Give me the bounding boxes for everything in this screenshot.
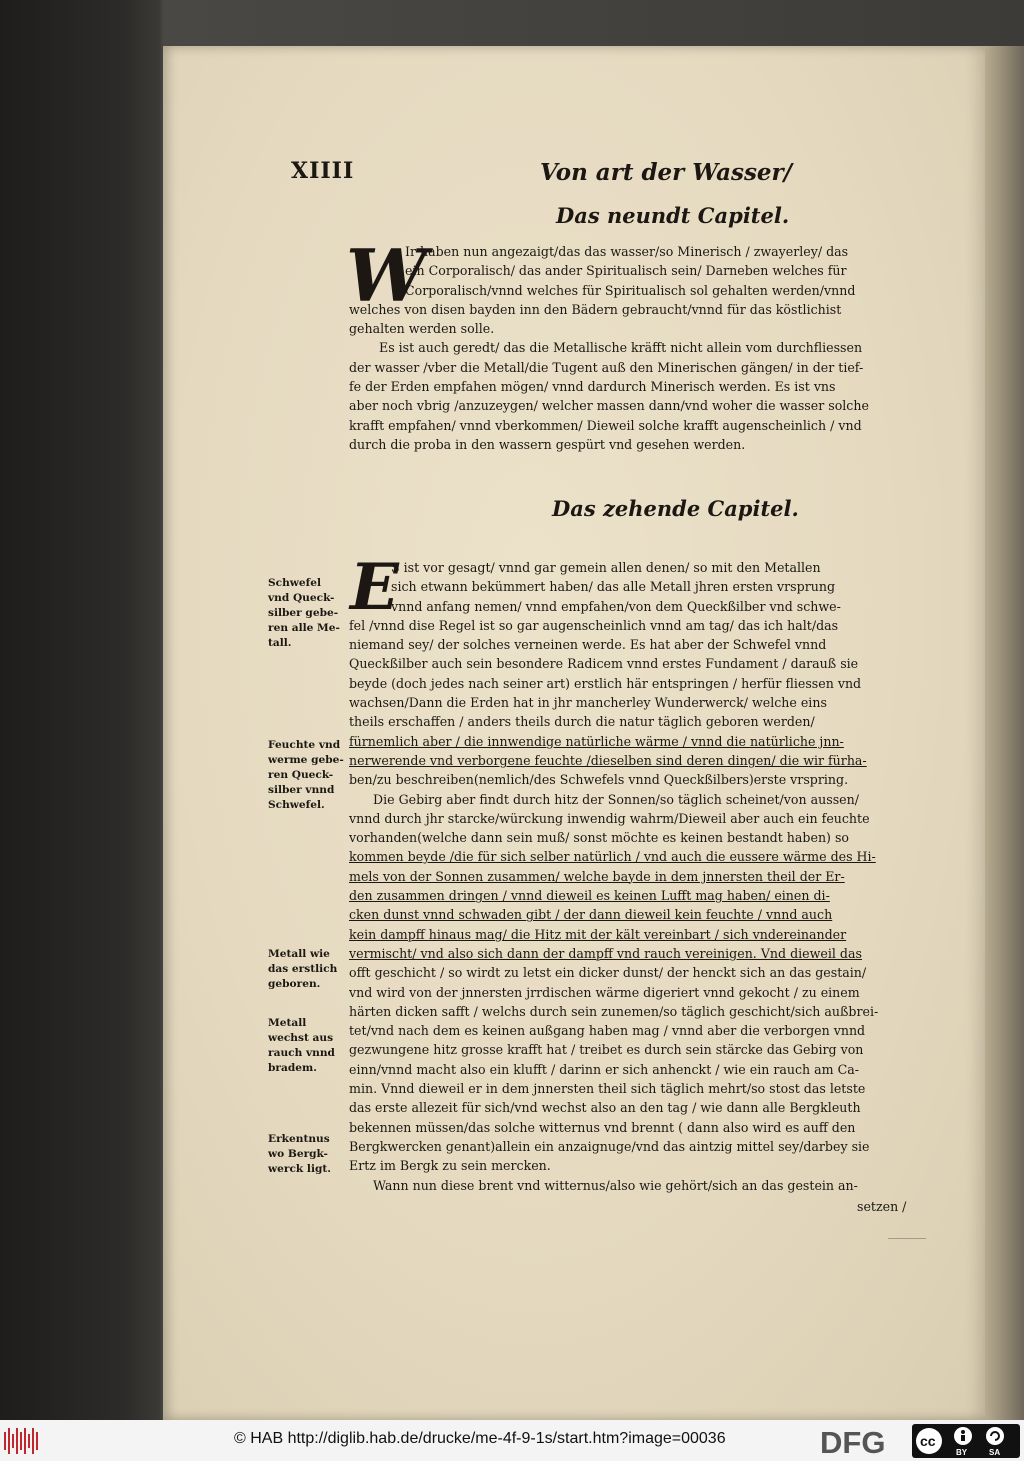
text-line: min. Vnnd dieweil er in dem jnnersten theil sich täglich mehrt/so stost das letste <box>349 1081 866 1097</box>
text-line: gehalten werden solle. <box>349 321 495 337</box>
text-line: fürnemlich aber / die innwendige natürliche wärme / vnnd die natürliche jnn- <box>349 733 844 749</box>
marginal-line: Feuchte vnd <box>268 739 341 751</box>
chapter-9-title: Das neundt Capitel. <box>556 203 790 228</box>
marginal-line: ren Queck- <box>268 769 334 781</box>
marginal-line: Erkentnus <box>268 1133 330 1145</box>
text-line: S ist vor gesagt/ vnnd gar gemein allen denen/ so mit den Metallen <box>391 560 821 575</box>
text-line: vnnd durch jhr starcke/würckung inwendig wahrm/Dieweil aber auch ein feuchte <box>349 810 870 826</box>
marginal-note <box>268 1132 331 1177</box>
footer-copyright-link[interactable]: © HAB http://diglib.hab.de/drucke/me-4f-9-1s/start.htm?image=00036 <box>234 1430 726 1447</box>
marginal-line: Metall wie <box>268 948 330 960</box>
text-line: krafft empfahen/ vnnd vberkommen/ Dieweil solche krafft augenscheinlich / vnd <box>349 417 862 433</box>
cc-license-icon[interactable] <box>912 1424 1020 1458</box>
text-line: nerwerende vnd verborgene feuchte /dieselben sind deren dingen/ die wir fürha- <box>349 752 867 768</box>
text-line: Es ist auch geredt/ das die Metallische kräfft nicht allein vom durchfliessen <box>379 340 863 356</box>
by-label: BY <box>956 1448 968 1457</box>
text-line: cken dunst vnnd schwaden gibt / der dann dieweil kein feuchte / vnnd auch <box>349 907 833 923</box>
dfg-logo-icon <box>818 1424 914 1458</box>
text-line: offt geschicht / so wirdt zu letst ein dicker dunst/ der henckt sich an das gestain/ <box>349 965 867 981</box>
chapter-10-text <box>349 550 939 1195</box>
text-line: durch die proba in den wassern gespürt vnd gesehen werden. <box>349 436 746 452</box>
text-line: ein Corporalisch/ das ander Spiritualisch sein/ Darneben welches für <box>405 263 847 279</box>
rule-line <box>888 1238 926 1239</box>
marginal-note <box>268 576 340 651</box>
dfg-label: DFG <box>820 1425 886 1458</box>
text-line: Ir haben nun angezaigt/das das wasser/so Minerisch / zwayerley/ das <box>405 244 849 259</box>
marginal-line: werme gebe- <box>268 754 344 766</box>
text-line: fe der Erden empfahen mögen/ vnnd dardurch Minerisch werden. Es ist vns <box>349 379 836 395</box>
marginal-line: wo Bergk- <box>268 1148 328 1160</box>
text-line: niemand sey/ der solches verneinen werde. Es hat aber der Schwefel vnnd <box>349 637 827 653</box>
text-line: härten dicken safft / welchs durch sein zunemen/so täglich geschicht/sich außbrei- <box>349 1003 879 1019</box>
marginal-line: Metall <box>268 1017 307 1029</box>
cc-label: cc <box>920 1433 936 1449</box>
text-line: fel /vnnd dise Regel ist so gar augenscheinlich vnnd am tag/ das ich halt/das <box>349 617 839 633</box>
text-line: vermischt/ vnd also sich dann der dampff vnd rauch vereinigen. Vnd dieweil das <box>349 945 862 961</box>
marginal-note <box>268 738 344 813</box>
marginal-line: silber vnnd <box>268 784 335 796</box>
text-line: Corporalisch/vnnd welches für Spiritualisch sol gehalten werden/vnnd <box>405 282 856 298</box>
running-head: Von art der Wasser/ <box>540 159 793 186</box>
chapter-10-drop-initial: E <box>350 550 399 625</box>
marginal-line: Schwefel. <box>268 799 325 811</box>
marginal-note <box>268 947 337 992</box>
text-line: der wasser /vber die Metall/die Tugent auß den Minerischen gängen/ in der tief- <box>349 359 864 375</box>
sa-label: SA <box>989 1448 1001 1457</box>
text-line: Bergkwercken genant)allein ein anzaignuge/vnd das aintzig mittel sey/darbey sie <box>349 1138 870 1154</box>
catchword: setzen / <box>857 1199 907 1214</box>
chapter-10-title: Das zehende Capitel. <box>552 496 799 521</box>
marginal-line: ren alle Me- <box>268 622 340 634</box>
text-line: den zusammen dringen / vnnd dieweil es keinen Lufft mag haben/ einen di- <box>349 888 830 904</box>
chapter-9-drop-initial: W <box>346 233 427 318</box>
folio-number: XIIII <box>291 158 355 184</box>
text-line: tet/vnd nach dem es keinen außgang haben mag / vnnd aber die verborgen vnnd <box>349 1023 866 1039</box>
text-line: beyde (doch jedes nach seiner art) erstlich här entspringen / herfür fliessen vnd <box>349 675 862 691</box>
page-edge <box>985 46 1024 1420</box>
text-line: bekennen müssen/das solche witternus vnd brennt ( dann also wird es auff den <box>349 1119 856 1135</box>
text-line: Wann nun diese brent vnd witternus/also wie gehört/sich an das gestein an- <box>373 1177 858 1193</box>
text-line: Die Gebirg aber findt durch hitz der Sonnen/so täglich scheinet/von aussen/ <box>373 791 859 807</box>
marginal-line: geboren. <box>268 978 321 990</box>
text-line: kommen beyde /die für sich selber natürlich / vnd auch die eussere wärme des Hi- <box>349 849 876 865</box>
text-line: gezwungene hitz grosse krafft hat / treibet es durch sein stärcke das Gebirg von <box>349 1042 864 1058</box>
chapter-9-text <box>349 242 939 454</box>
text-line: welches von disen bayden inn den Bädern gebraucht/vnnd für das köstlichist <box>349 301 842 317</box>
text-line: kein dampff hinaus mag/ die Hitz mit der kält vereinbart / sich vndereinander <box>349 926 847 942</box>
text-line: wachsen/Dann die Erden hat in jhr mancherley Wunderwerck/ welche eins <box>349 695 827 711</box>
text-line: vnnd anfang nemen/ vnnd empfahen/von dem Queckßilber vnd schwe- <box>391 598 841 614</box>
text-line: vorhanden(welche dann sein muß/ sonst möchte es keinen bestandt haben) so <box>349 830 850 846</box>
text-line: sich etwann bekümmert haben/ das alle Metall jhren ersten vrsprung <box>391 579 836 595</box>
marginal-line: wechst aus <box>268 1032 334 1044</box>
marginal-line: Schwefel <box>268 577 321 589</box>
text-line: ben/zu beschreiben(nemlich/des Schwefels vnnd Queckßilbers)erste vrspring. <box>349 772 849 788</box>
text-line: aber noch vbrig /anzuzeygen/ welcher massen dann/vnd woher die wasser solche <box>349 398 869 414</box>
marginal-line: rauch vnnd <box>268 1047 335 1059</box>
marginal-note <box>268 1016 335 1076</box>
marginal-line: tall. <box>268 637 292 649</box>
text-line: mels von der Sonnen zusammen/ welche bayde in dem jnnersten theil der Er- <box>349 868 845 884</box>
text-line: Queckßilber auch sein besondere Radicem vnnd erstes Fundament / darauß sie <box>349 656 859 672</box>
marginal-line: silber gebe- <box>268 607 339 619</box>
text-line: das erste allezeit für sich/vnd wechst also an den tag / wie dann alle Bergkleuth <box>349 1100 861 1116</box>
text-line: vnd wird von der jnnersten jrrdischen wärme digeriert vnnd gekocht / zu einem <box>349 984 860 1000</box>
text-line: Ertz im Bergk zu sein mercken. <box>349 1158 551 1174</box>
text-line: theils erschaffen / anders theils durch die natur täglich geboren werden/ <box>349 714 815 730</box>
marginal-line: vnd Queck- <box>268 592 335 604</box>
text-line: einn/vnnd macht also ein klufft / darinn er sich anhenckt / wie ein rauch am Ca- <box>349 1061 860 1077</box>
marginal-line: das erstlich <box>268 963 338 975</box>
hab-logo-icon <box>4 1428 38 1454</box>
marginal-line: bradem. <box>268 1062 317 1074</box>
marginal-line: werck ligt. <box>268 1163 331 1175</box>
